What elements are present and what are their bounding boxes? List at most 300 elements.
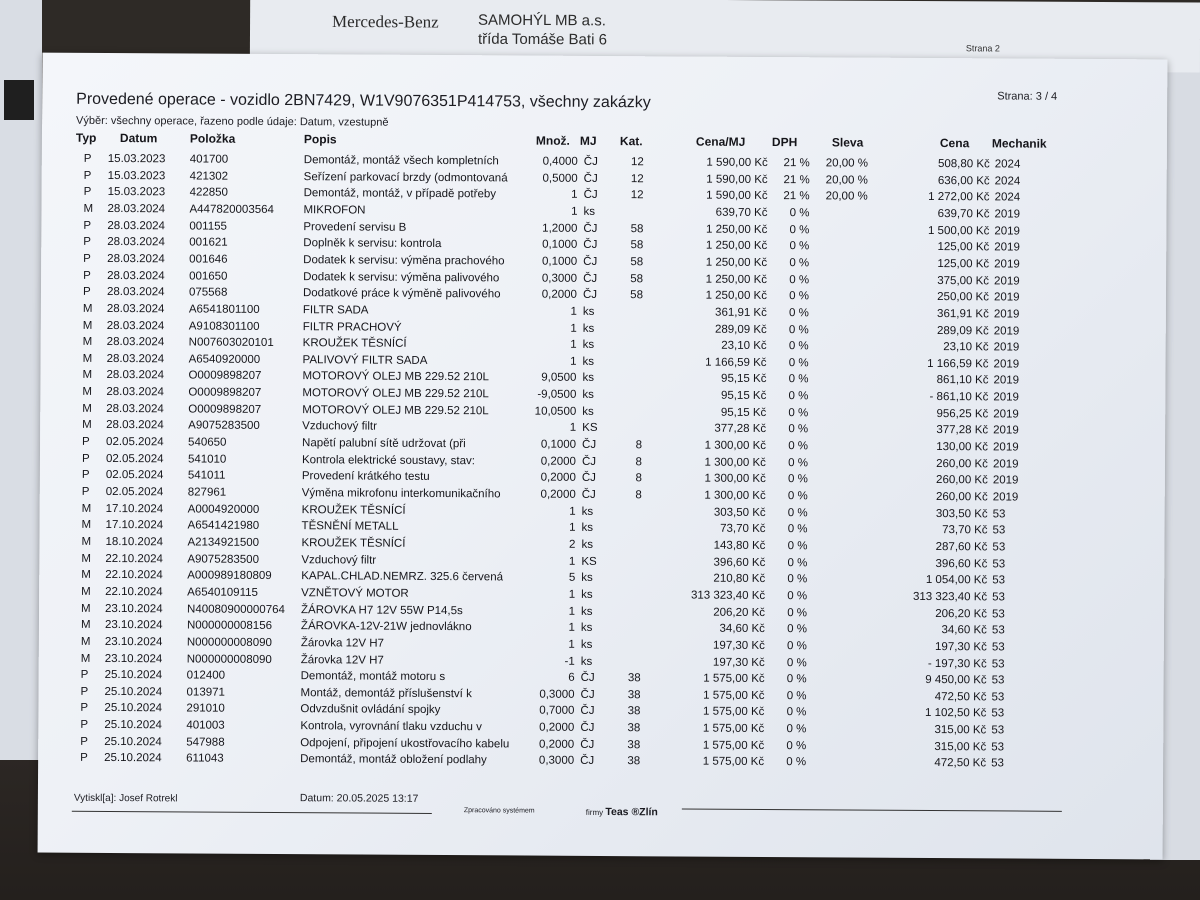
cell-mj: ČJ <box>583 239 598 252</box>
cell-dph: 0 % <box>786 739 807 752</box>
cell-cena-mj: 143,80 Kč <box>713 539 766 552</box>
cell-cena: 472,50 Kč <box>934 690 987 704</box>
cell-cena: 130,00 Kč <box>936 441 989 454</box>
cell-sleva: 20,00 % <box>825 190 868 203</box>
cell-popis: Žárovka 12V H7 <box>300 653 384 667</box>
cell-datum: 28.03.2024 <box>106 319 165 332</box>
cell-cena-mj: 1 575,00 Kč <box>702 739 765 752</box>
cell-typ: M <box>81 602 91 615</box>
cell-dph: 0 % <box>787 556 808 569</box>
cell-dph: 0 % <box>789 306 809 320</box>
cell-popis: ŽÁROVKA-12V-21W jednovlákno <box>300 620 472 634</box>
cell-polozka: A000989180809 <box>187 569 272 583</box>
printed-by: Vytiskl[a]: Josef Rotrekl <box>73 792 178 805</box>
cell-cena-mj: 1 300,00 Kč <box>704 472 766 486</box>
cell-mnoz: 0,3000 <box>538 755 575 768</box>
dealer-line-1: SAMOHÝL MB a.s. <box>478 11 606 30</box>
cell-mechanik: 2019 <box>993 391 1019 404</box>
cell-cena-mj: 377,28 Kč <box>714 423 767 436</box>
cell-dph: 0 % <box>787 606 808 619</box>
document-page <box>38 53 1168 860</box>
cell-mnoz: 1 <box>568 588 576 601</box>
cell-dph: 0 % <box>789 257 810 270</box>
cell-cena: 313 323,40 Kč <box>912 590 988 604</box>
cell-polozka: 013971 <box>186 686 225 699</box>
cell-popis: Seřízení parkovací brzdy (odmontovaná <box>303 170 508 185</box>
cell-polozka: N000000008090 <box>186 652 272 666</box>
cell-kat: 38 <box>627 688 641 702</box>
cell-popis: MOTOROVÝ OLEJ MB 229.52 210L <box>302 403 489 418</box>
cell-cena: 23,10 Kč <box>943 341 989 354</box>
cell-polozka: O0009898207 <box>188 386 262 400</box>
cell-popis: Kontrola, vyrovnání tlaku vzduchu v <box>300 720 482 734</box>
cell-mechanik: 2019 <box>994 258 1020 271</box>
cell-mj: ČJ <box>580 705 595 718</box>
cell-cena-mj: 1 300,00 Kč <box>704 439 767 453</box>
cell-mechanik: 2019 <box>993 424 1019 437</box>
cell-datum: 28.03.2024 <box>106 419 164 432</box>
cell-polozka: A6540920000 <box>188 353 261 366</box>
cell-mechanik: 53 <box>992 541 1006 554</box>
cell-mnoz: 1 <box>570 322 577 335</box>
cell-mechanik: 53 <box>992 574 1006 587</box>
cell-typ: M <box>82 369 93 382</box>
cell-mnoz: 0,7000 <box>539 705 575 718</box>
cell-mnoz: 1 <box>569 505 576 518</box>
cell-typ: M <box>82 319 93 332</box>
cell-cena-mj: 197,30 Kč <box>713 639 765 652</box>
cell-mj: ČJ <box>583 272 598 285</box>
cell-typ: P <box>83 252 91 265</box>
cell-datum: 28.03.2024 <box>107 219 165 232</box>
cell-mj: ČJ <box>582 289 598 302</box>
cell-sleva: 20,00 % <box>825 173 868 187</box>
cell-typ: M <box>80 619 91 632</box>
cell-mechanik: 2019 <box>994 208 1021 221</box>
cell-popis: Demontáž, montáž obložení podlahy <box>300 753 487 767</box>
cell-dph: 21 % <box>783 173 810 186</box>
cell-polozka: 001155 <box>189 220 227 233</box>
cell-mj: ks <box>582 305 595 318</box>
cell-dph: 0 % <box>787 490 808 503</box>
cell-cena-mj: 639,70 Kč <box>715 206 768 219</box>
cell-cena: 9 450,00 Kč <box>925 674 987 687</box>
cell-cena-mj: 1 575,00 Kč <box>703 689 765 702</box>
cell-kat: 58 <box>630 256 644 269</box>
cell-mnoz: 5 <box>568 572 576 585</box>
cell-cena: 508,80 Kč <box>937 158 990 171</box>
col-typ: Typ <box>75 130 97 145</box>
cell-cena-mj: 1 590,00 Kč <box>706 173 768 186</box>
cell-mnoz: 0,2000 <box>541 288 578 302</box>
cell-mj: ČJ <box>580 738 595 751</box>
cell-cena-mj: 1 575,00 Kč <box>703 706 765 719</box>
cell-mechanik: 53 <box>991 707 1005 720</box>
cell-datum: 28.03.2024 <box>106 352 165 366</box>
cell-polozka: 001621 <box>189 236 228 249</box>
cell-mnoz: -1 <box>564 655 575 668</box>
left-paper-edge <box>0 0 42 760</box>
cell-polozka: 541011 <box>187 469 226 483</box>
cell-polozka: 547988 <box>186 736 225 749</box>
cell-mj: ČJ <box>580 721 595 735</box>
cell-cena: 125,00 Kč <box>937 241 990 254</box>
print-date: Datum: 20.05.2025 13:17 <box>299 792 419 805</box>
cell-datum: 28.03.2024 <box>106 286 165 299</box>
dealer-address <box>478 11 607 50</box>
cell-typ: P <box>83 219 92 232</box>
cell-typ: P <box>80 718 89 731</box>
cell-mechanik: 2024 <box>994 191 1021 204</box>
cell-popis: KAPAL.CHLAD.NEMRZ. 325.6 červená <box>301 570 504 584</box>
cell-cena-mj: 1 590,00 Kč <box>706 189 768 203</box>
cell-polozka: A6541421980 <box>187 519 260 533</box>
cell-dph: 0 % <box>787 506 808 519</box>
operations-table <box>42 152 1167 770</box>
cell-cena: 303,50 Kč <box>935 507 988 520</box>
cell-cena: - 861,10 Kč <box>929 391 989 404</box>
cell-cena-mj: 1 575,00 Kč <box>702 722 765 736</box>
cell-typ: P <box>80 735 88 748</box>
cell-mechanik: 53 <box>992 591 1005 604</box>
cell-mnoz: 1 <box>568 605 576 618</box>
cell-mj: ČJ <box>583 189 598 202</box>
cell-datum: 25.10.2024 <box>104 702 163 715</box>
cell-dph: 0 % <box>786 656 807 669</box>
cell-dph: 0 % <box>787 590 808 603</box>
cell-mnoz: 1 <box>568 555 576 568</box>
firm-prefix: firmy <box>585 807 604 818</box>
cell-polozka: A9075283500 <box>188 419 260 433</box>
cell-mj: KS <box>582 422 598 435</box>
cell-popis: FILTR PRACHOVÝ <box>302 320 402 334</box>
cell-typ: M <box>82 302 93 315</box>
cell-mechanik: 2019 <box>992 491 1019 504</box>
cell-cena-mj: 1 590,00 Kč <box>706 156 768 170</box>
cell-mj: ČJ <box>581 472 596 485</box>
cell-mnoz: 1 <box>570 338 577 351</box>
cell-mechanik: 53 <box>992 607 1005 621</box>
cell-mnoz: 1 <box>571 189 578 202</box>
cell-datum: 28.03.2024 <box>106 402 164 416</box>
cell-polozka: 291010 <box>186 702 225 716</box>
cell-mechanik: 53 <box>991 757 1004 770</box>
cell-typ: M <box>81 585 91 598</box>
cell-cena: 260,00 Kč <box>935 491 988 504</box>
cell-popis: FILTR SADA <box>302 304 369 317</box>
cell-mj: ks <box>582 339 595 352</box>
cell-datum: 25.10.2024 <box>104 735 162 749</box>
cell-datum: 23.10.2024 <box>105 602 163 615</box>
cell-mj: ks <box>583 205 596 218</box>
cell-cena: 289,09 Kč <box>936 324 989 337</box>
cell-dph: 0 % <box>788 373 809 386</box>
cell-polozka: O0009898207 <box>188 369 262 383</box>
cell-typ: M <box>81 502 92 515</box>
cell-popis: KROUŽEK TĚSNÍCÍ <box>302 337 407 350</box>
cell-mnoz: 6 <box>568 671 575 684</box>
dealer-line-2: třída Tomáše Bati 6 <box>477 30 607 49</box>
cell-mj: ks <box>582 372 595 385</box>
cell-dph: 0 % <box>789 207 810 220</box>
cell-typ: P <box>81 485 90 498</box>
cell-dph: 0 % <box>786 689 807 703</box>
cell-polozka: 541010 <box>187 453 227 466</box>
cell-polozka: A2134921500 <box>187 536 260 549</box>
cell-mnoz: 1,2000 <box>542 222 578 235</box>
cell-cena-mj: 1 250,00 Kč <box>705 223 768 236</box>
cell-polozka: O0009898207 <box>188 403 262 416</box>
processed-by-label: Zpracováno systémem <box>463 807 535 815</box>
cell-cena: 1 500,00 Kč <box>927 224 990 237</box>
cell-dph: 0 % <box>789 290 810 303</box>
cell-cena-mj: 197,30 Kč <box>712 656 765 669</box>
cell-mj: ks <box>581 588 593 601</box>
cell-cena: 315,00 Kč <box>934 724 987 737</box>
cell-popis: Žárovka 12V H7 <box>300 637 384 650</box>
cell-mnoz: 0,1000 <box>542 238 578 252</box>
cell-cena: 250,00 Kč <box>937 291 990 304</box>
cell-cena: 197,30 Kč <box>935 640 987 654</box>
cell-mj: ČJ <box>581 455 597 468</box>
cell-mj: ks <box>581 538 593 551</box>
cell-cena: 1 166,59 Kč <box>927 357 989 371</box>
cell-kat: 8 <box>635 455 643 468</box>
cell-datum: 02.05.2024 <box>105 469 164 482</box>
firm-name: Teas ®Zlín <box>605 806 658 819</box>
firm-label <box>586 806 658 818</box>
cell-typ: M <box>81 569 91 582</box>
cell-datum: 22.10.2024 <box>105 585 163 599</box>
cell-polozka: N40080900000764 <box>187 603 285 616</box>
cell-mnoz: 0,1000 <box>540 438 577 451</box>
cell-cena-mj: 1 300,00 Kč <box>704 456 766 469</box>
cell-polozka: A6541801100 <box>188 303 260 316</box>
cell-mnoz: 0,5000 <box>542 172 578 185</box>
cell-typ: P <box>81 452 90 465</box>
cell-cena-mj: 1 250,00 Kč <box>705 256 768 269</box>
cell-polozka: 075568 <box>188 286 228 299</box>
cell-popis: Doplněk k servisu: kontrola <box>303 237 442 251</box>
cell-typ: P <box>83 236 92 249</box>
cell-datum: 28.03.2024 <box>107 252 165 266</box>
cell-kat: 58 <box>630 222 644 235</box>
cell-typ: M <box>81 552 91 565</box>
cell-mnoz: 0,2000 <box>540 488 576 501</box>
cell-typ: M <box>81 535 92 548</box>
cell-mechanik: 53 <box>992 508 1006 521</box>
cell-polozka: N000000008156 <box>186 619 273 633</box>
cell-typ: M <box>82 335 93 349</box>
cell-datum: 15.03.2023 <box>107 152 166 166</box>
brand-name: Mercedes-Benz <box>332 11 439 32</box>
cell-dph: 0 % <box>788 406 809 420</box>
cell-mj: ks <box>580 638 593 651</box>
cell-mechanik: 53 <box>991 741 1005 754</box>
cell-polozka: 001650 <box>189 270 228 283</box>
cell-popis: Vzduchový filtr <box>301 553 377 567</box>
cell-cena-mj: 1 250,00 Kč <box>705 239 768 253</box>
cell-datum: 25.10.2024 <box>104 669 163 682</box>
cell-mj: ČJ <box>583 222 598 235</box>
cell-mechanik: 2024 <box>994 158 1021 171</box>
cell-kat: 38 <box>627 705 641 718</box>
cell-cena-mj: 1 575,00 Kč <box>702 756 765 769</box>
cell-popis: KROUŽEK TĚSNÍCÍ <box>301 503 406 517</box>
cell-cena: 315,00 Kč <box>934 740 987 754</box>
cell-polozka: A9075283500 <box>187 553 260 566</box>
cell-popis: KROUŽEK TĚSNÍCÍ <box>301 537 406 550</box>
cell-datum: 02.05.2024 <box>105 452 164 466</box>
cell-mechanik: 2019 <box>994 241 1020 254</box>
cell-mnoz: 0,2000 <box>539 738 575 751</box>
cell-datum: 28.03.2024 <box>107 269 165 282</box>
cell-datum: 23.10.2024 <box>104 619 163 632</box>
cell-dph: 0 % <box>786 756 807 769</box>
cell-mnoz: 1 <box>571 205 578 218</box>
cell-mechanik: 53 <box>991 724 1005 737</box>
cell-cena: 287,60 Kč <box>935 540 988 554</box>
cell-mnoz: 0,1000 <box>541 255 578 268</box>
cell-datum: 25.10.2024 <box>104 719 162 732</box>
cell-typ: M <box>81 519 92 532</box>
cell-cena: 639,70 Kč <box>937 207 990 221</box>
cell-mechanik: 2019 <box>994 224 1021 238</box>
cell-dph: 21 % <box>783 190 810 203</box>
cell-kat: 12 <box>630 172 644 185</box>
cell-typ: P <box>82 435 90 448</box>
cell-dph: 0 % <box>788 390 809 403</box>
cell-datum: 02.05.2024 <box>106 436 164 449</box>
cell-mnoz: 1 <box>569 522 576 535</box>
cell-dph: 0 % <box>788 356 809 370</box>
cell-dph: 0 % <box>786 639 807 653</box>
cell-polozka: A447820003564 <box>189 203 274 216</box>
cell-mj: ks <box>582 355 595 368</box>
cell-cena: 377,28 Kč <box>936 424 989 437</box>
cell-kat: 38 <box>627 738 641 751</box>
cell-mnoz: 10,0500 <box>534 405 577 418</box>
cell-mj: ks <box>580 655 593 668</box>
cell-datum: 28.03.2024 <box>106 386 164 399</box>
cell-dph: 0 % <box>786 673 807 686</box>
cell-popis: Demontáž, montáž motoru s <box>300 670 446 684</box>
cell-datum: 22.10.2024 <box>105 552 163 565</box>
cell-popis: Vzduchový filtr <box>302 420 377 434</box>
cell-popis: MOTOROVÝ OLEJ MB 229.52 210L <box>302 387 489 401</box>
cell-dph: 0 % <box>786 706 807 719</box>
cell-typ: P <box>81 469 90 482</box>
cell-dph: 0 % <box>788 456 808 469</box>
cell-typ: P <box>83 169 92 182</box>
cell-cena-mj: 206,20 Kč <box>713 606 766 619</box>
cell-typ: P <box>83 269 91 282</box>
cell-mj: ČJ <box>583 255 598 268</box>
cell-cena: 361,91 Kč <box>937 307 989 321</box>
cell-cena-mj: 95,15 Kč <box>720 389 767 403</box>
cell-polozka: 401003 <box>186 719 225 732</box>
cell-mechanik: 53 <box>991 691 1005 704</box>
cell-dph: 0 % <box>788 423 809 436</box>
cell-kat: 12 <box>630 156 644 169</box>
cell-mechanik: 2019 <box>993 341 1020 354</box>
col-kat: Kat. <box>619 134 643 149</box>
cell-popis: Provedení krátkého testu <box>301 470 430 484</box>
cell-mechanik: 2019 <box>993 408 1019 421</box>
cell-popis: Výměna mikrofonu interkomunikačního <box>301 487 501 501</box>
cell-dph: 0 % <box>786 723 807 736</box>
cell-cena: 472,50 Kč <box>934 757 987 770</box>
cell-typ: M <box>82 352 93 365</box>
cell-mj: ks <box>582 322 595 335</box>
col-mj: MJ <box>579 133 597 148</box>
cell-kat: 38 <box>627 722 641 735</box>
cell-typ: M <box>80 652 91 665</box>
cell-kat: 8 <box>635 472 642 485</box>
cell-cena-mj: 95,15 Kč <box>720 406 767 419</box>
cell-mechanik: 53 <box>992 524 1006 537</box>
cell-polozka: A6540109115 <box>187 586 258 599</box>
cell-cena: 206,20 Kč <box>935 607 988 620</box>
cell-mechanik: 2019 <box>993 441 1019 454</box>
cell-sleva: 20,00 % <box>825 157 869 170</box>
page-number: Strana: 3 / 4 <box>997 90 1058 103</box>
cell-datum: 28.03.2024 <box>106 336 165 349</box>
cell-datum: 22.10.2024 <box>105 569 163 582</box>
cell-mnoz: 0,3000 <box>539 688 575 701</box>
cell-datum: 28.03.2024 <box>107 202 166 216</box>
cell-kat: 8 <box>635 489 642 502</box>
cell-cena: 375,00 Kč <box>937 274 990 287</box>
cell-typ: P <box>82 286 91 299</box>
cell-polozka: 422850 <box>189 186 229 200</box>
cell-datum: 18.10.2024 <box>105 535 164 549</box>
cell-popis: Odvzdušnit ovládání spojky <box>300 703 441 717</box>
cell-cena-mj: 95,15 Kč <box>721 373 767 386</box>
cell-mnoz: 0,2000 <box>540 471 576 485</box>
cell-mechanik: 2019 <box>992 474 1019 487</box>
cell-mnoz: 1 <box>568 621 575 635</box>
cell-polozka: 827961 <box>187 486 227 499</box>
cell-mechanik: 2019 <box>993 358 1020 371</box>
cell-datum: 17.10.2024 <box>105 502 164 515</box>
filter-line: Výběr: všechny operace, řazeno podle údaje: Datum, vzestupně <box>76 114 389 129</box>
cell-datum: 15.03.2023 <box>107 186 166 199</box>
cell-dph: 0 % <box>787 623 807 636</box>
cell-cena: 125,00 Kč <box>937 257 990 271</box>
cell-mechanik: 53 <box>991 641 1005 654</box>
cell-popis: ŽÁROVKA H7 12V 55W P14,5s <box>301 603 463 617</box>
cell-mj: KS <box>581 555 597 568</box>
cell-typ: M <box>82 385 93 398</box>
cell-datum: 25.10.2024 <box>104 752 162 765</box>
cell-typ: M <box>83 202 94 215</box>
col-mnoz: Množ. <box>535 133 570 148</box>
cell-cena-mj: 210,80 Kč <box>713 572 766 586</box>
cell-mechanik: 2019 <box>993 308 1020 321</box>
cell-mnoz: 2 <box>569 538 576 551</box>
cell-polozka: A9108301100 <box>188 319 260 333</box>
cell-mnoz: -9,0500 <box>537 388 577 401</box>
cell-popis: Provedení servisu B <box>303 220 407 234</box>
cell-polozka: A0004920000 <box>187 503 260 516</box>
cell-mechanik: 2019 <box>993 374 1020 387</box>
cell-typ: M <box>80 635 91 648</box>
col-cena: Cena <box>939 136 970 151</box>
cell-popis: PALIVOVÝ FILTR SADA <box>302 353 428 367</box>
cell-kat: 12 <box>630 189 644 202</box>
cell-mnoz: 9,0500 <box>541 372 577 385</box>
